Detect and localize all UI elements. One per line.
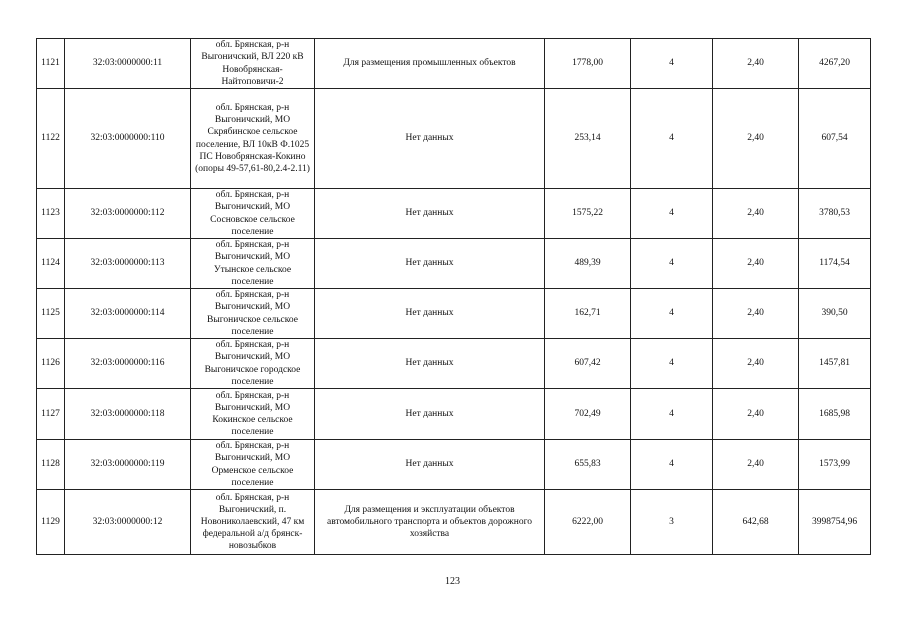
group-cell: 4 [631,239,713,289]
cadastral-value-cell: 390,50 [799,289,871,339]
area-cell: 6222,00 [545,490,631,555]
area-cell: 489,39 [545,239,631,289]
rate-cell: 2,40 [713,440,799,490]
rate-cell: 2,40 [713,239,799,289]
cadastral-value-cell: 3780,53 [799,189,871,239]
cadastral-value-cell: 3998754,96 [799,490,871,555]
address-cell: обл. Брянская, р-н Выгоничский, п. Новониколаевский, 47 км федеральной а/д брянск-новозыбков [191,490,315,555]
purpose-cell: Нет данных [315,289,545,339]
rate-cell: 2,40 [713,339,799,389]
rate-cell: 642,68 [713,490,799,555]
area-cell: 253,14 [545,89,631,189]
group-cell: 4 [631,189,713,239]
row-number-cell: 1127 [37,389,65,440]
address-cell: обл. Брянская, р-н Выгоничский, МО Орменское сельское поселение [191,440,315,490]
table-row [37,339,871,389]
rate-cell: 2,40 [713,39,799,89]
area-cell: 1778,00 [545,39,631,89]
parcel-table [36,38,871,555]
cadastral-number-cell: 32:03:0000000:12 [65,490,191,555]
table-row [37,289,871,339]
table-row [37,39,871,89]
cadastral-number-cell: 32:03:0000000:11 [65,39,191,89]
cadastral-number-cell: 32:03:0000000:112 [65,189,191,239]
group-cell: 4 [631,289,713,339]
cadastral-value-cell: 1685,98 [799,389,871,440]
area-cell: 162,71 [545,289,631,339]
row-number-cell: 1124 [37,239,65,289]
purpose-cell: Нет данных [315,89,545,189]
purpose-cell: Нет данных [315,440,545,490]
row-number-cell: 1128 [37,440,65,490]
row-number-cell: 1129 [37,490,65,555]
row-number-cell: 1122 [37,89,65,189]
address-cell: обл. Брянская, р-н Выгоничский, МО Утынское сельское поселение [191,239,315,289]
row-number-cell: 1125 [37,289,65,339]
purpose-cell: Для размещения и эксплуатации объектов автомобильного транспорта и объектов дорожного хозяйства [315,490,545,555]
rate-cell: 2,40 [713,189,799,239]
group-cell: 4 [631,39,713,89]
group-cell: 3 [631,490,713,555]
address-cell: обл. Брянская, р-н Выгоничский, ВЛ 220 кВ Новобрянская-Найтоповичи-2 [191,39,315,89]
cadastral-value-cell: 4267,20 [799,39,871,89]
table-row [37,189,871,239]
purpose-cell: Нет данных [315,189,545,239]
row-number-cell: 1126 [37,339,65,389]
group-cell: 4 [631,89,713,189]
address-cell: обл. Брянская, р-н Выгоничский, МО Выгоничское сельское поселение [191,289,315,339]
area-cell: 607,42 [545,339,631,389]
address-cell: обл. Брянская, р-н Выгоничский, МО Выгоничское городское поселение [191,339,315,389]
address-cell: обл. Брянская, р-н Выгоничский, МО Скрябинское сельское поселение, ВЛ 10кВ Ф.1025 ПС Новобрянская-Кокино (опоры 49-57,61-80,2.4-2.11) [191,89,315,189]
rate-cell: 2,40 [713,289,799,339]
cadastral-number-cell: 32:03:0000000:118 [65,389,191,440]
cadastral-number-cell: 32:03:0000000:116 [65,339,191,389]
group-cell: 4 [631,440,713,490]
area-cell: 1575,22 [545,189,631,239]
cadastral-value-cell: 1174,54 [799,239,871,289]
purpose-cell: Нет данных [315,239,545,289]
table-row [37,239,871,289]
group-cell: 4 [631,339,713,389]
row-number-cell: 1121 [37,39,65,89]
area-cell: 702,49 [545,389,631,440]
rate-cell: 2,40 [713,389,799,440]
cadastral-value-cell: 1573,99 [799,440,871,490]
table-body [37,39,871,555]
address-cell: обл. Брянская, р-н Выгоничский, МО Сосновское сельское поселение [191,189,315,239]
cadastral-value-cell: 1457,81 [799,339,871,389]
table-row [37,490,871,555]
table-row [37,440,871,490]
rate-cell: 2,40 [713,89,799,189]
address-cell: обл. Брянская, р-н Выгоничский, МО Кокинское сельское поселение [191,389,315,440]
table-row [37,389,871,440]
cadastral-number-cell: 32:03:0000000:113 [65,239,191,289]
purpose-cell: Для размещения промышленных объектов [315,39,545,89]
cadastral-value-cell: 607,54 [799,89,871,189]
area-cell: 655,83 [545,440,631,490]
row-number-cell: 1123 [37,189,65,239]
group-cell: 4 [631,389,713,440]
cadastral-number-cell: 32:03:0000000:110 [65,89,191,189]
purpose-cell: Нет данных [315,339,545,389]
page-number: 123 [445,576,460,587]
table-row [37,89,871,189]
purpose-cell: Нет данных [315,389,545,440]
cadastral-number-cell: 32:03:0000000:114 [65,289,191,339]
cadastral-number-cell: 32:03:0000000:119 [65,440,191,490]
